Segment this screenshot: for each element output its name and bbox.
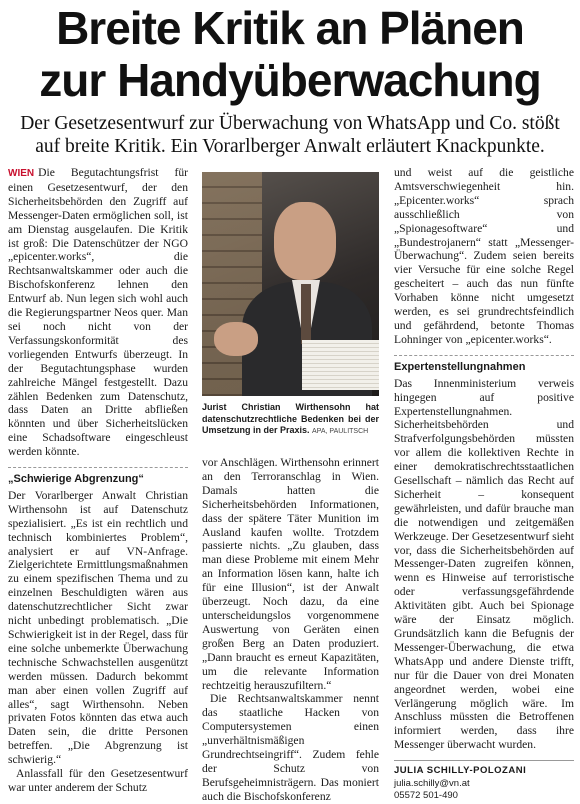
paragraph: Die Rechtsanwaltskammer nennt das staatliche Hacken von Computersystemen einen „unverhältnismäßigen Grundrechtseingriff“. Zudem fehle der Schutz von Berufsgeheimnisträgern. Das moniert auch die Bischofskonferenz [202,692,379,803]
paragraph: Der Vorarlberger Anwalt Christian Wirthensohn ist auf Datenschutz spezialisiert. „Es ist ein rechtlich und technisch kombiniertes Problem“, analysiert er auf VN-Anfrage. Zielgerichtete Ermittlungsmaßnahmen zu einem spezifischen Thema und zu einzelnen Beschuldigten wären aus datenschutzrechtlicher Sicht zwar nicht unbedingt problematisch. „Die Schwierigkeit ist in der Regel, dass für eine solche unbemerkte Überwachung technische Schwachstellen ausgenützt werden müssen. Dadurch bekommt man aber einen vollen Zugriff auf alles“, sagt Wirthensohn. Neben privaten Fotos könnten das etwa auch Daten sein, die dritte Personen betreffen. „Die Abgrenzung ist schwierig.“ [8,488,188,767]
dateline: WIEN [8,168,35,179]
author-phone: 05572 501-490 [394,790,458,802]
paragraph: Anlassfall für den Gesetzesentwurf war unter anderem der Schutz [8,767,188,794]
caption-text: Jurist Christian Wirthensohn hat datenschutzrechtliche Bedenken bei der Umsetzung in der Praxis. [202,402,379,435]
headline-line-2: zur Handyüberwachung [39,54,541,106]
photo-head [274,202,336,280]
author-email: julia.schilly@vn.at [394,778,470,790]
photo-credit: APA, PAULITSCH [312,428,369,435]
column-2-text [202,456,379,804]
article-page [0,2,580,802]
column-1 [8,166,188,795]
lead-text: Die Begutachtungsfrist für einen Gesetzesentwurf, der den Sicherheitsbehörden den Zugriff auf Messenger-Daten ermöglichen soll, ist am Dienstag ausgelaufen. Die Kritik ist groß: Die Datenschützer der NGO „epicenter.works“, die Rechtsanwaltskammer oder auch die Bischofskonferenz lehnen den Entwurf ab. Nun legen sich wohl auch die Regierungspartner Neos quer. Man sei noch nicht von der Verfassungskonformität des vorliegenden Entwurfs überzeugt. In der Begutachtungsphase wurden zahlreiche Mängel festgestellt. Dazu zählen Bedenken zum Datenschutz, dass Daten an Dritte abfließen könnten und über Sicherheitslücken eine Schadsoftware eingeschleust werden könnte. [8,166,188,459]
photo-papers [302,340,379,390]
paragraph: Das Innenministerium verweis hingegen auf positive Expertenstellungnahmen. Sicherheitsbehörden und Strafverfolgungsbehörden müssten vor allem die kollektiven Rechte in einer demokratischrechtsstaatlichen Gesellschaft – nämlich das Recht auf Sicherheit – konsequent gewährleisten, und dafür brauche man die notwendigen und zeitgemäßen Werkzeuge. Der Gesetzesentwurf sieht vor, dass die Sicherheitsbehörden auf Messenger-Daten zugreifen können, wenn es Hinweise auf terroristische oder verfassungsgefährdende Aktivitäten gibt. Auch bei Spionage wäre der Einsatz möglich. Grundsätzlich kann die Befugnis der Messenger-Überwachung, die etwa WhatsApp und andere Dienste trifft, nur für die Dauer von drei Monaten angeordnet werden, wobei eine Verlängerung möglich wäre. Im Anschluss müssten die Betroffenen informiert werden, dass ihre Messenger überwacht wurden. [394,376,574,752]
headline-line-1: Breite Kritik an Plänen [56,2,524,54]
subheadline: Der Gesetzesentwurf zur Überwachung von WhatsApp und Co. stößt auf breite Kritik. Ein Vorarlberger Anwalt erläutert Knackpunkte. [20,113,560,157]
headline [6,2,574,106]
paragraph: vor Anschlägen. Wirthensohn erinnert an den Terroranschlag in Wien. Damals hatten die Sicherheitsbehörden Informationen, dass der spätere Täter Munition im Ausland kaufen wollte. Trotzdem passierte nichts. „Zu glauben, dass man diese Probleme mit einem Mehr an Information lösen kann, halte ich für eine Illusion“, ist der Anwalt überzeugt. Noch dazu, da eine unterscheidungslos vorgenommene Auswertung von Geräten einen großen Berg an Daten produziert. „Dann braucht es erneut Kapazitäten, um die relevante Information rechtzeitig herauszufiltern.“ [202,456,379,692]
article-body [8,166,574,803]
section-heading-abgrenzung: „Schwierige Abgrenzung“ [8,467,188,487]
paragraph: und weist auf die geistliche Amtsverschwiegenheit hin. „Epicenter.works“ sprach ausschließlich von „Spionagesoftware“ und „Bundestrojanern“ statt „Messenger-Überwachung“. Zudem seien bereits vier Versuche für eine solche Regel gescheitert – auch das nun fünfte Vorhaben könne nicht umgesetzt werden, es sei grundrechtsfeindlich und gefährdend, betonte Thomas Lohninger von „epicenter.works“. [394,166,574,346]
column-3 [394,166,574,802]
photo-hand [214,322,258,356]
portrait-photo [202,172,379,396]
section-heading-experten: Expertenstellungnahmen [394,355,574,375]
photo-caption [202,402,379,438]
author-name: JULIA SCHILLY-POLOZANI [394,765,527,777]
photo-tie [301,284,311,344]
author-box [394,760,574,802]
lead-paragraph [8,166,188,459]
